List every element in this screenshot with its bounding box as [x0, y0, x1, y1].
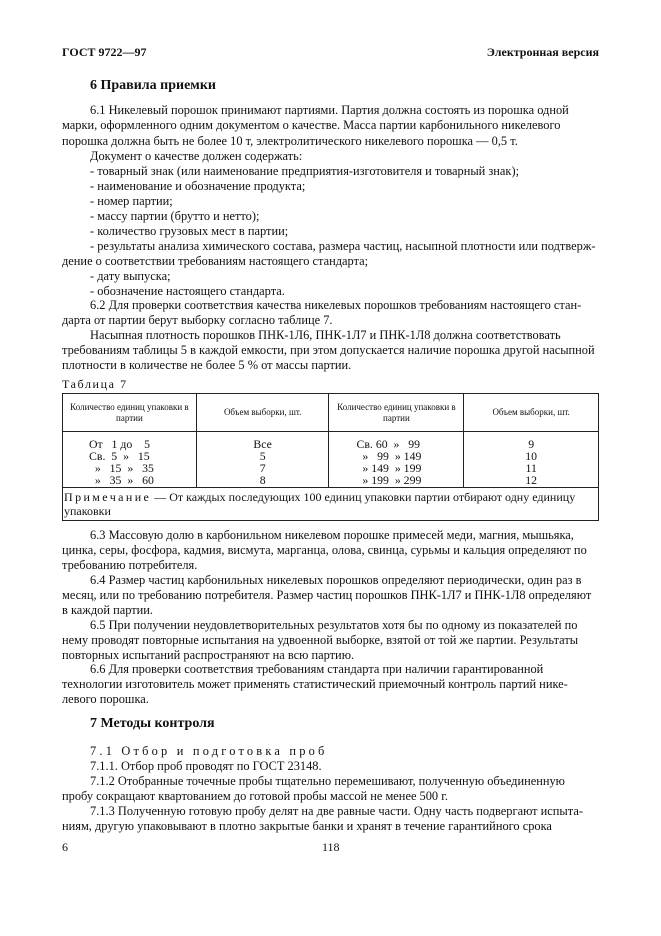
paragraph-6-4-line: 6.4 Размер частиц карбонильных никелевых порошков определяют периодически, один раз в	[90, 573, 582, 587]
table-value: » 35 » 60	[89, 473, 154, 487]
paragraph-6-6-line: 6.6 Для проверки соответствия требованиям стандарта при наличии гарантированной	[90, 662, 544, 676]
doc-intro: Документ о качестве должен содержать:	[90, 149, 303, 163]
list-item: - массу партии (брутто и нетто);	[90, 209, 260, 223]
list-item: - дату выпуска;	[90, 269, 171, 283]
table-value: Все	[253, 437, 272, 451]
note-label: Примечание	[64, 490, 152, 504]
table-caption: Таблица 7	[62, 377, 128, 391]
text-line: порошка должна быть не более 10 т, электролитического никелевого порошка — 0,5 т.	[62, 133, 518, 148]
table-value: 5	[259, 449, 266, 463]
paragraph-6-6-line: левого порошка.	[62, 692, 149, 706]
table-value: » 99 » 149	[356, 449, 422, 463]
table-value: 8	[259, 473, 266, 487]
table-value: » 199 » 299	[356, 473, 422, 487]
table-body-row	[63, 432, 599, 488]
paragraph-6-3-line: требованию потребителя.	[62, 558, 198, 572]
table-value: 11	[525, 461, 537, 475]
list-item: - товарный знак (или наименование предприятия-изготовителя и товарный знак);	[90, 164, 520, 178]
density-paragraph-line: плотности в количестве не более 5 % от массы партии.	[62, 358, 352, 372]
table-7	[62, 393, 599, 521]
table-value: 9	[528, 437, 535, 451]
table-header-cell: Количество единиц упаковки в партии	[63, 394, 197, 432]
page-number: 6	[62, 840, 68, 854]
paragraph-6-2-line: дарта от партии берут выборку согласно таблице 7.	[62, 313, 333, 327]
paragraph-7-1-1: 7.1.1. Отбор проб проводят по ГОСТ 23148.	[90, 759, 322, 773]
table-value: Св. 60 » 99	[356, 437, 421, 451]
table-header-cell: Объем выборки, шт.	[196, 394, 329, 432]
table-cell-sample	[196, 432, 329, 488]
list-item: - номер партии;	[90, 194, 173, 208]
sheet-number: 118	[322, 840, 340, 854]
table-value: 12	[525, 473, 538, 487]
table-cell-packages	[63, 432, 197, 488]
paragraph-6-3-line: цинка, серы, фосфора, кадмия, висмута, марганца, олова, свинца, сурьмы и кальция определяют по	[62, 543, 587, 557]
list-item-continuation: дение о соответствии требованиям настоящего стандарта;	[62, 254, 369, 268]
table-value: 10	[525, 449, 538, 463]
list-item: - количество грузовых мест в партии;	[90, 224, 289, 238]
table-value: » 15 » 35	[89, 461, 154, 475]
paragraph-7-1-3-line: 7.1.3 Полученную готовую пробу делят на две равные части. Одну часть подвергают испыта-	[90, 804, 583, 818]
subsection-7-1-title: 7.1 Отбор и подготовка проб	[90, 744, 328, 758]
paragraph-7-1-2-line: пробу сокращают квартованием до готовой пробы массой не менее 500 г.	[62, 789, 449, 803]
paragraph-6-4-line: месяц, или по требованию потребителя. Размер частиц порошков ПНК-1Л7 и ПНК-1Л8 определяют	[62, 588, 592, 602]
text-line: 6.1 Никелевый порошок принимают партиями. Партия должна состоять из порошка одной	[90, 103, 569, 117]
table-value: Св. 5 » 15	[89, 449, 150, 463]
table-note	[63, 488, 599, 521]
paragraph-7-1-2-line: 7.1.2 Отобранные точечные пробы тщательно перемешивают, полученную объединенную	[90, 774, 565, 788]
note-text: — От каждых последующих 100 единиц упаковки партии отбирают одну единицу упаковки	[64, 490, 576, 518]
table-cell-sample	[464, 432, 599, 488]
paragraph-6-5-line: повторных испытаний распространяют на всю партию.	[62, 648, 355, 662]
text-line: марки, оформленного одним документом о качестве. Масса партии карбонильного никелевого	[62, 118, 561, 133]
paragraph-7-1-3-line: ниям, другую упаковывают в плотно закрытые банки и хранят в течение гарантийного срока	[62, 819, 552, 833]
density-paragraph-line: требованиям таблицы 5 в каждой емкости, при этом допускается наличие порошка другой насыпной	[62, 343, 595, 357]
section-7-title: 7 Методы контроля	[90, 716, 215, 731]
doc-standard-number: ГОСТ 9722—97	[62, 45, 147, 59]
section-6-title: 6 Правила приемки	[90, 78, 216, 93]
paragraph-6-3-line: 6.3 Массовую долю в карбонильном никелевом порошке примесей меди, магния, мышьяка,	[90, 528, 574, 542]
paragraph-6-4-line: в каждой партии.	[62, 603, 154, 617]
table-value: 7	[259, 461, 266, 475]
list-item: - обозначение настоящего стандарта.	[90, 284, 285, 298]
paragraph-6-6-line: технологии изготовитель может применять статистический приемочный контроль партий нике-	[62, 677, 568, 691]
table-header-cell: Количество единиц упаковки в партии	[329, 394, 464, 432]
paragraph-6-1	[62, 103, 599, 149]
list-item: - наименование и обозначение продукта;	[90, 179, 306, 193]
density-paragraph-line: Насыпная плотность порошков ПНК-1Л6, ПНК-1Л7 и ПНК-1Л8 должна соответствовать	[90, 328, 561, 342]
paragraph-6-5-line: 6.5 При получении неудовлетворительных результатов хотя бы по одному из показателей по	[90, 618, 578, 632]
table-header-cell: Объем выборки, шт.	[464, 394, 599, 432]
table-value: » 149 » 199	[356, 461, 422, 475]
table-cell-packages	[329, 432, 464, 488]
list-item: - результаты анализа химического состава, размера частиц, насыпной плотности или подтверж-	[90, 239, 596, 253]
table-header-row	[63, 394, 599, 432]
table-note-row	[63, 488, 599, 521]
table-value: От 1 до 5	[89, 437, 150, 451]
paragraph-6-2-line: 6.2 Для проверки соответствия качества никелевых порошков требованиям настоящего стан-	[90, 298, 582, 312]
electronic-version-label: Электронная версия	[486, 45, 599, 59]
paragraph-6-5-line: нему проводят повторные испытания на удвоенной выборке, взятой от той же партии. Результаты	[62, 633, 579, 647]
